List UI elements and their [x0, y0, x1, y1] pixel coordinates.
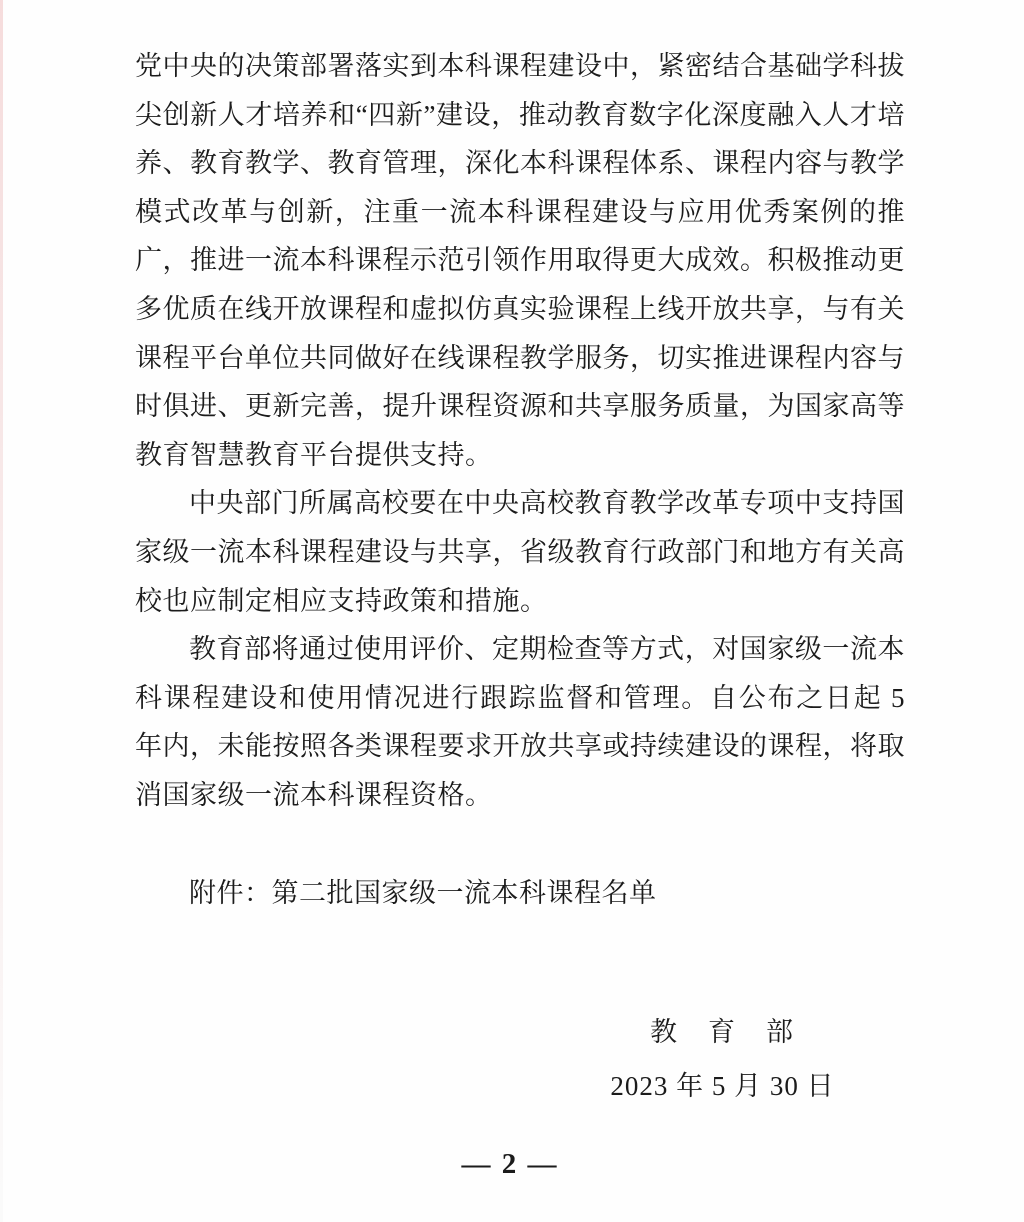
page-number [0, 1148, 1024, 1181]
scan-edge-artifact [0, 0, 3, 1222]
issue-date: 2023 年 5 月 30 日 [610, 1071, 835, 1101]
signature-block [590, 1008, 855, 1110]
body-paragraph: 教育部将通过使用评价、定期检查等方式，对国家级一流本科课程建设和使用情况进行跟踪监督和管理。自公布之日起 5 年内，未能按照各类课程要求开放共享或持续建设的课程，将取消国家级一流本科课程资格。 [135, 634, 905, 810]
body-paragraph: 中央部门所属高校要在中央高校教育教学改革专项中支持国家级一流本科课程建设与共享，省级教育行政部门和地方有关高校也应制定相应支持政策和措施。 [135, 488, 905, 616]
document-body [135, 42, 905, 917]
attachment-line: 附件：第二批国家级一流本科课程名单 [189, 877, 657, 908]
issuing-agency: 教 育 部 [650, 1017, 795, 1047]
body-paragraph-continuation: 党中央的决策部署落实到本科课程建设中，紧密结合基础学科拔尖创新人才培养和“四新”建设，推动教育数字化深度融入人才培养、教育教学、教育管理，深化本科课程体系、课程内容与教学模式改革与创新，注重一流本科课程建设与应用优秀案例的推广，推进一流本科课程示范引领作用取得更大成效。积极推动更多优质在线开放课程和虚拟仿真实验课程上线开放共享，与有关课程平台单位共同做好在线课程教学服务，切实推进课程内容与时俱进、更新完善，提升课程资源和共享服务质量，为国家高等教育智慧教育平台提供支持。 [135, 51, 905, 470]
page-number-label: — 2 — [461, 1148, 559, 1180]
